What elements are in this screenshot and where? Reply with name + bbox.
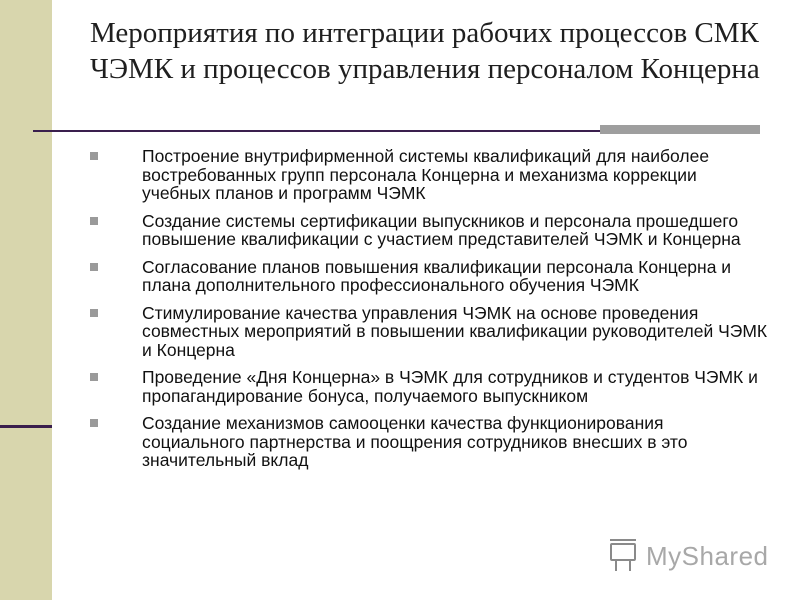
slide-title: Мероприятия по интеграции рабочих процессов СМК ЧЭМК и процессов управления персоналом Концерна [90, 17, 760, 85]
bullet-square-icon [90, 217, 98, 225]
bullet-item [90, 414, 770, 470]
bullet-square-icon [90, 263, 98, 271]
bullet-text: Построение внутрифирменной системы квалификаций для наиболее востребованных групп персонала Концерна и механизма коррекции учебных планов и программ ЧЭМК [142, 146, 710, 203]
bullet-text: Создание механизмов самооценки качества функционирования социального партнерства и поощрения сотрудников внесших в это значительный вклад [142, 413, 688, 470]
side-decoration-bar [0, 0, 52, 600]
bullet-text: Проведение «Дня Концерна» в ЧЭМК для сотрудников и студентов ЧЭМК и пропагандирование бонуса, получаемого выпускником [142, 367, 758, 406]
bullet-item [90, 212, 770, 249]
watermark-text: MyShared [646, 540, 769, 571]
bullet-square-icon [90, 309, 98, 317]
bullet-text: Создание системы сертификации выпускников и персонала прошедшего повышение квалификации с участием представителей ЧЭМК и Концерна [142, 210, 741, 249]
bullet-square-icon [90, 419, 98, 427]
title-underline-accent [600, 125, 760, 134]
bullet-item [90, 147, 770, 203]
bullet-item [90, 368, 770, 405]
bullet-list [90, 147, 770, 479]
bullet-square-icon [90, 152, 98, 160]
bullet-square-icon [90, 373, 98, 381]
bullet-text: Согласование планов повышения квалификации персонала Концерна и плана дополнительного профессионального обучения ЧЭМК [142, 256, 732, 295]
watermark-logo [606, 536, 769, 576]
presentation-board-icon [606, 539, 640, 573]
bullet-item [90, 304, 770, 360]
side-accent-line [0, 425, 52, 428]
bullet-item [90, 258, 770, 295]
bullet-text: Стимулирование качества управления ЧЭМК на основе проведения совместных мероприятий в повышении квалификации руководителей ЧЭМК и Концерна [142, 302, 768, 360]
